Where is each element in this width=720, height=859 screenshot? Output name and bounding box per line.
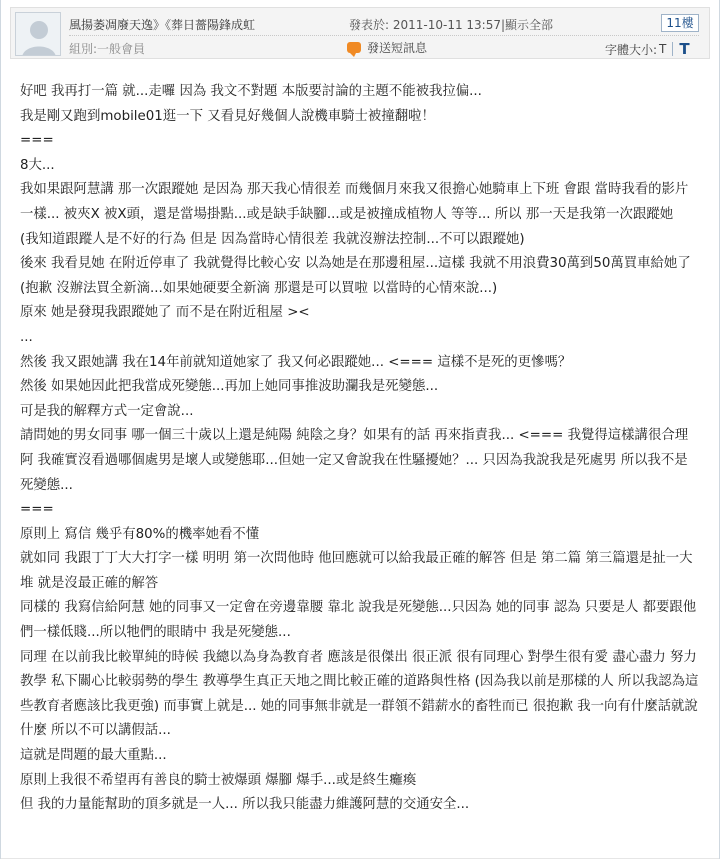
message-icon (347, 42, 361, 53)
username-link[interactable]: 風揚萎凋廢天逸》《葬日薔陽鋒成虹 (69, 18, 256, 32)
content-line: 就如同 我跟丁丁大大打字一樣 明明 第一次問他時 他回應就可以給我最正確的解答 但是 第二篇 第三篇還是扯一大堆 就是沒最正確的解答 (20, 551, 693, 591)
font-size-control (605, 40, 690, 58)
view-all-link[interactable]: |顯示全部 (501, 18, 554, 32)
content-line: ... (20, 329, 33, 345)
content-line: 原則上我很不希望再有善良的騎士被爆頭 爆腳 爆手...或是終生癱瘓 (20, 772, 417, 788)
post-date-text: 發表於: 2011-10-11 13:57 (349, 18, 501, 32)
content-line: 我是剛又跑到mobile01逛一下 又看見好幾個人說機車騎士被撞翻啦！ (20, 108, 435, 124)
user-group: 組別:一般會員 (69, 42, 146, 56)
content-line: (我知道跟蹤人是不好的行為 但是 因為當時心情很差 我就沒辦法控制...不可以跟蹤她) (20, 231, 525, 247)
floor-number-badge[interactable]: 11樓 (661, 14, 699, 32)
content-line: 原來 她是發現我跟蹤她了 而不是在附近租屋 >< (20, 305, 310, 321)
content-line: 好吧 我再打一篇 就...走囉 因為 我文不對題 本版要討論的主題不能被我拉偏... (20, 84, 482, 99)
content-line: === (20, 502, 54, 518)
content-line: 然後 我又跟她講 我在14年前就知道她家了 我又何必跟蹤她... <=== 這樣不是死的更慘嗎？ (20, 354, 572, 370)
send-message-label: 發送短訊息 (367, 41, 428, 55)
font-size-small-button[interactable]: T (659, 42, 667, 56)
content-line: 這就是問題的最大重點... (20, 748, 167, 764)
content-line: 同理 在以前我比較單純的時候 我總以為身為教育者 應該是很傑出 很正派 很有同理心 對學生很有愛 盡心盡力 努力教學 私下關心比較弱勢的學生 教導學生真正天地之間比較正確的道路與性格 (因為我以前是那樣的人 所以我認為這些教育者應該比我更強) 而事實上就是... 她的同事無非就是一群領不錯薪水的畜牲而已 很抱歉 我一向有什麼話就說什麼 所以不可以講假話... (20, 649, 699, 739)
send-message-button[interactable] (347, 39, 427, 56)
post-date (349, 16, 553, 33)
content-line: 同樣的 我寫信給阿慧 她的同事又一定會在旁邊靠腰 靠北 說我是死變態...只因為 她的同事 認為 只要是人 都要跟他們一樣低賤...所以牠們的眼睛中 我是死變態... (20, 600, 697, 641)
content-line: 8大... (20, 157, 55, 173)
font-size-large-button[interactable]: T (679, 40, 690, 58)
font-size-divider (672, 42, 673, 56)
content-line: 可是我的解釋方式一定會說... (20, 403, 194, 419)
header-divider (69, 35, 699, 36)
content-line: 原則上 寫信 幾乎有80%的機率她看不懂 (20, 526, 260, 542)
default-avatar-icon[interactable] (15, 12, 61, 56)
content-line: 我如果跟阿慧講 那一次跟蹤她 是因為 那天我心情很差 而幾個月來我又很擔心她騎車上下班 會跟 當時我看的影片一樣... 被夾X 被X頭，還是當場掛點...或是缺手缺腳...或是被撞成植物人 等等... 所以 那一天是我第一次跟蹤她 (20, 182, 689, 222)
content-line: 後來 我看見她 在附近停車了 我就覺得比較心安 以為她是在那邊租屋...這樣 我就不用浪費30萬到50萬買車給她了 (抱歉 沒辦法買全新滴...如果她硬要全新滴 那還是可以買啦 以當時的心情來說...) (20, 256, 695, 296)
post-content (20, 80, 700, 818)
post-header (10, 7, 710, 59)
content-line: 然後 如果她因此把我當成死變態...再加上她同事推波助瀾我是死變態... (20, 379, 439, 395)
content-line: 請問她的男女同事 哪一個三十歲以上還是純陽 純陰之身？如果有的話 再來指責我... <=== 我覺得這樣講很合理阿 我確實沒看過哪個處男是壞人或變態耶...但她一定又會說我在性騷擾她？... 只因為我說我是死處男 所以我不是死變態... (20, 428, 689, 493)
content-line: === (20, 133, 54, 149)
content-line: 但 我的力量能幫助的頂多就是一人... 所以我只能盡力維護阿慧的交通安全... (20, 797, 470, 813)
font-size-label: 字體大小: (605, 42, 658, 57)
